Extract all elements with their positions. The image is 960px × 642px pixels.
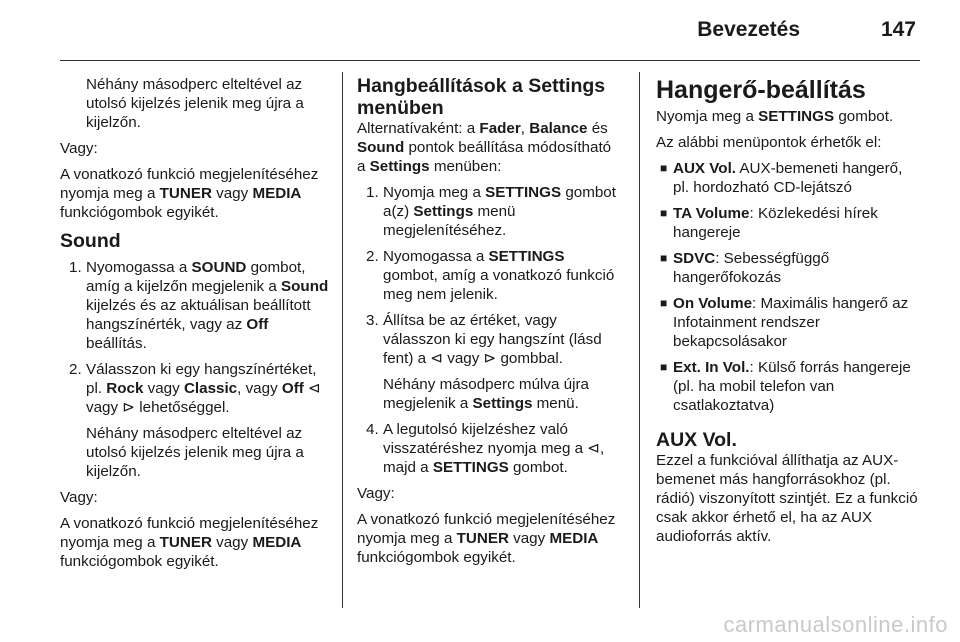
square-bullet-icon: ■: [660, 161, 668, 175]
or-label: Vagy:: [357, 485, 395, 502]
paragraph: Alternatívaként: a Fader, Balance és Sound pontok beállítása módosítható a Settings menüben:: [357, 120, 612, 175]
list-item: 4. A legutolsó kijelzéshez való visszatéréshez nyomja meg a ⊲, majd a SETTINGS gombot.: [366, 421, 605, 476]
column-3: [656, 75, 922, 553]
paragraph: Az alábbi menüpontok érhetők el:: [656, 134, 882, 151]
or-label: Vagy:: [60, 140, 98, 157]
section-heading-volume: Hangerő-beállítás: [656, 76, 866, 104]
step-note: Néhány másodperc elteltével az utolsó kijelzés jelenik meg újra a kijelzőn.: [86, 425, 304, 480]
paragraph: A vonatkozó funkció megjelenítéséhez nyomja meg a TUNER vagy MEDIA funkciógombok egyikét.: [60, 166, 319, 221]
list-item: ■ TA Volume: Közlekedési hírek hangereje: [660, 205, 878, 241]
list-item: ■ On Volume: Maximális hangerő az Infotainment rendszer bekapcsolásakor: [660, 295, 909, 350]
section-heading-sound: Sound: [60, 230, 121, 252]
paragraph: A vonatkozó funkció megjelenítéséhez nyomja meg a TUNER vagy MEDIA funkciógombok egyikét.: [357, 511, 616, 566]
column-1: [60, 75, 330, 578]
paragraph: A vonatkozó funkció megjelenítéséhez nyomja meg a TUNER vagy MEDIA funkciógombok egyikét.: [60, 515, 319, 570]
square-bullet-icon: ■: [660, 206, 668, 220]
settings-steps: [357, 183, 622, 477]
paragraph: Ezzel a funkcióval állíthatja az AUX-bemenet más hangforrásokhoz (pl. rádió) viszonyított szintjét. Ez a funkció csak akkor érhető el, ha az AUX audioforrás aktív.: [656, 452, 918, 545]
list-item: 1. Nyomogassa a SOUND gombot, amíg a kijelzőn megjelenik a Sound kijelzés és az aktuálisan beállított hangszínérték, vagy az Off beállítás.: [69, 259, 329, 352]
square-bullet-icon: ■: [660, 296, 668, 310]
list-item: ■ AUX Vol. AUX-bemeneti hangerő, pl. hordozható CD-lejátszó: [660, 160, 903, 196]
intro-note: Néhány másodperc elteltével az utolsó kijelzés jelenik meg újra a kijelzőn.: [86, 76, 304, 131]
header-divider: [60, 60, 920, 61]
column-2: [357, 75, 622, 574]
list-item: 2. Nyomogassa a SETTINGS gombot, amíg a vonatkozó funkció meg nem jelenik.: [366, 248, 615, 303]
square-bullet-icon: ■: [660, 251, 668, 265]
section-heading-aux: AUX Vol.: [656, 429, 737, 451]
step-note: Néhány másodperc múlva újra megjelenik a Settings menü.: [383, 376, 589, 412]
square-bullet-icon: ■: [660, 360, 668, 374]
section-heading-settings: Hangbeállítások a Settings menüben: [357, 75, 606, 119]
paragraph: Nyomja meg a SETTINGS gombot.: [656, 108, 894, 125]
list-item: ■ SDVC: Sebességfüggő hangerőfokozás: [660, 250, 830, 286]
page-header-title: Bevezetés: [697, 18, 800, 41]
or-label: Vagy:: [60, 489, 98, 506]
watermark: carmanualsonline.info: [723, 612, 948, 637]
list-item: 1. Nyomja meg a SETTINGS gombot a(z) Settings menü megjelenítéséhez.: [366, 184, 616, 239]
list-item: 2. Válasszon ki egy hangszínértéket, pl. Rock vagy Classic, vagy Off ⊲ vagy ⊳ lehetőséggel. Néhány másodperc elteltével az utolsó kijelzés jelenik meg újra a kijelzőn.: [60, 360, 330, 481]
volume-options: [656, 159, 922, 415]
list-item: ■ Ext. In Vol.: Külső forrás hangereje (pl. ha mobil telefon van csatlakoztatva): [660, 359, 911, 414]
sound-steps: [60, 258, 330, 481]
column-divider-1: [342, 72, 343, 608]
list-item: 3. Állítsa be az értéket, vagy válasszon ki egy hangszínt (lásd fent) a ⊲ vagy ⊳ gombbal. Néhány másodperc múlva újra megjelenik a Settings menü.: [357, 311, 622, 413]
column-divider-2: [639, 72, 640, 608]
page-number: 147: [880, 18, 916, 41]
